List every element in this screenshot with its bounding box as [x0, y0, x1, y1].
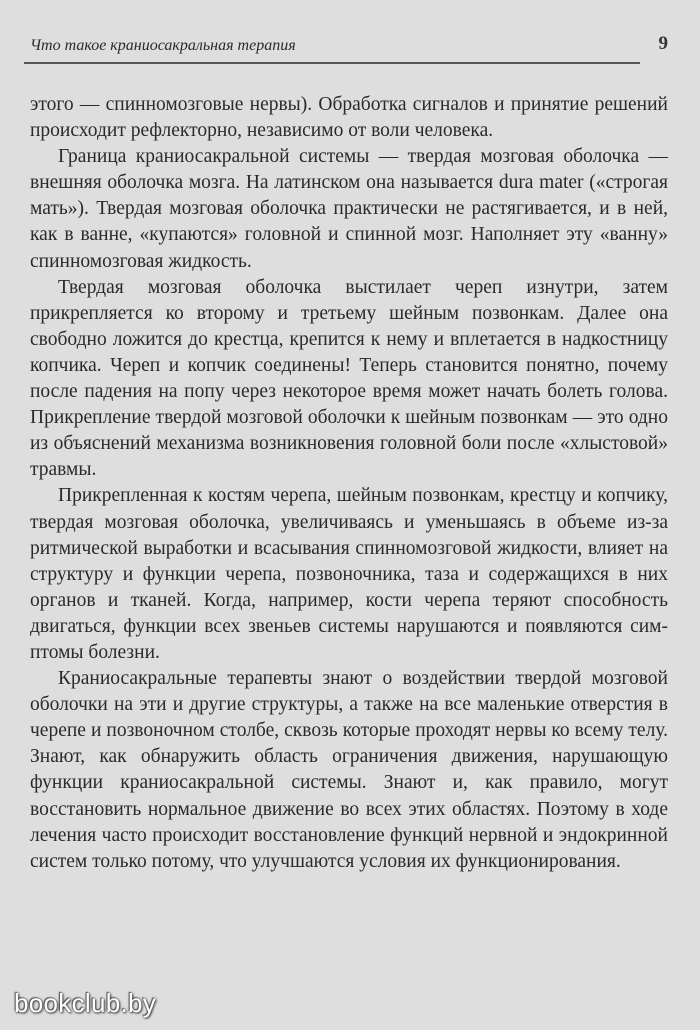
- paragraph: Твердая мозговая оболочка выстилает череп изнутри, затем прикрепляется ко второму и третьему шейным позвонкам. Далее она свободно ложится до крестца, крепится к нему и вплетается в надкостницу копчика. Череп и копчик соединены! Теперь становится понятно, почему после падения на попу через некоторое время может начать болеть голова. Прикрепление твердой мозговой оболочки к шейным позвонкам — это одно из объяснений механизма возникновения головной боли после «хлыстовой» травмы.: [30, 276, 668, 481]
- watermark-logo: bookclub.by: [14, 988, 157, 1018]
- body-text: [30, 92, 668, 875]
- page-header: [24, 26, 668, 64]
- paragraph: этого — спинномозговые нервы). Обработка сигналов и принятие решений происходит рефлекторно, независимо от воли человека.: [30, 94, 668, 142]
- paragraph: Краниосакральные терапевты знают о воздействии твердой мозговой оболочки на эти и другие структуры, а также на все маленькие отверстия в черепе и позвоночном столбе, сквозь которые проходят нервы ко всему телу. Знают, как обнаружить область ограничения движения, нарушающую функции краниосакральной системы. Знают и, как правило, могут восстановить нормальное движение во всех этих областях. Поэтому в ходе лечения часто происходит восстановление функций нервной и эндокринной систем только потому, что улучшаются условия их функционирования.: [30, 668, 668, 872]
- running-title: Что такое краниосакральная терапия: [30, 37, 296, 54]
- paragraph: Граница краниосакральной системы — твердая мозговая оболочка — внешняя оболочка мозга. На латинском она называется dura mater («строгая мать»). Твердая мозговая оболочка практически не растягивается, и в ней, как в ванне, «купаются» головной и спинной мозг. Наполняет эту «ванну» спинномозговая жидкость.: [30, 146, 668, 272]
- page-number: 9: [658, 33, 668, 54]
- paragraph: Прикрепленная к костям черепа, шейным позвонкам, крестцу и копчику, твердая мозговая оболочка, увеличиваясь и уменьшаясь в объеме из-за ритмической выработки и всасывания спинномозговой жидкости, влияет на структуру и функции черепа, позвоночника, таза и содержащихся в них органов и тканей. Когда, например, кости черепа теряют способность двигаться, функции всех звеньев системы нарушаются и появляются симптомы болезни.: [30, 485, 668, 663]
